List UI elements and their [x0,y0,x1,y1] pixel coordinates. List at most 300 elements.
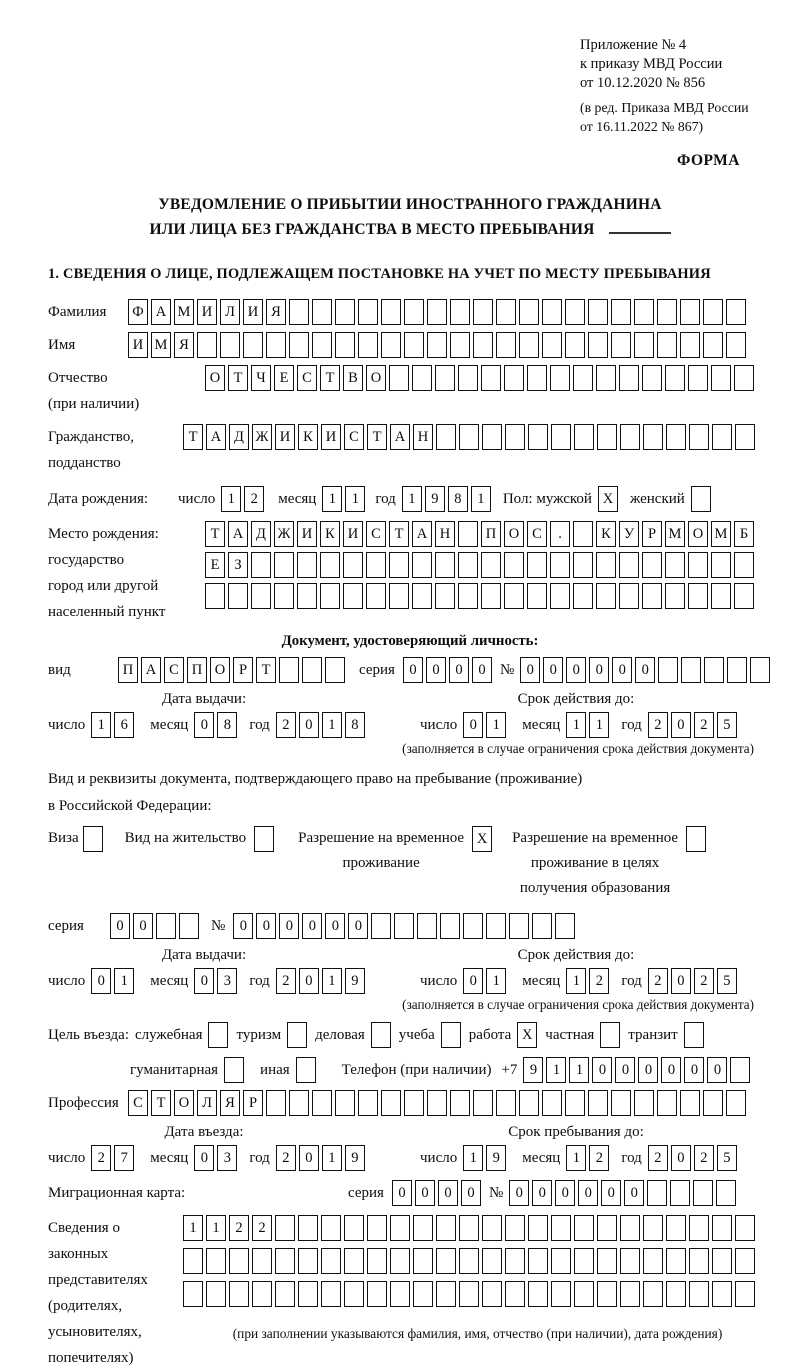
char-cell[interactable]: 0 [635,657,655,683]
char-cell[interactable]: П [481,521,501,547]
checkbox-residence-permit[interactable] [254,826,274,852]
char-cell[interactable] [573,552,593,578]
char-cell[interactable] [279,657,299,683]
char-cell[interactable]: 0 [671,712,691,738]
char-cell[interactable]: 2 [694,712,714,738]
char-cell[interactable]: 0 [302,913,322,939]
checkbox-temporary-residence[interactable]: X [472,826,492,852]
char-cell[interactable] [551,1215,571,1241]
char-cell[interactable]: 0 [509,1180,529,1206]
checkbox-transit[interactable] [684,1022,704,1048]
char-cell[interactable]: Я [174,332,194,358]
char-cell[interactable] [366,552,386,578]
char-cell[interactable] [689,424,709,450]
char-cell[interactable] [519,1090,539,1116]
char-cell[interactable]: 0 [461,1180,481,1206]
char-cell[interactable] [459,424,479,450]
char-cell[interactable]: Е [274,365,294,391]
char-cell[interactable] [596,365,616,391]
char-cell[interactable] [229,1281,249,1307]
char-cell[interactable] [712,1215,732,1241]
char-cell[interactable]: И [275,424,295,450]
char-cell[interactable]: А [228,521,248,547]
char-cell[interactable] [750,657,770,683]
char-cell[interactable]: Н [413,424,433,450]
char-cell[interactable] [519,332,539,358]
char-cell[interactable] [688,552,708,578]
char-cell[interactable] [680,332,700,358]
char-cell[interactable] [320,552,340,578]
char-cell[interactable] [711,552,731,578]
char-cell[interactable]: Е [205,552,225,578]
char-cell[interactable] [611,1090,631,1116]
char-cell[interactable] [206,1281,226,1307]
char-cell[interactable] [573,521,593,547]
char-cell[interactable] [643,1281,663,1307]
char-cell[interactable] [550,583,570,609]
char-cell[interactable] [367,1215,387,1241]
char-cell[interactable] [436,424,456,450]
char-cell[interactable] [197,332,217,358]
char-cell[interactable] [574,424,594,450]
char-cell[interactable] [367,1248,387,1274]
char-cell[interactable]: Т [205,521,225,547]
char-cell[interactable] [634,1090,654,1116]
char-cell[interactable]: 1 [486,712,506,738]
char-cell[interactable] [670,1180,690,1206]
char-cell[interactable]: 2 [694,968,714,994]
char-cell[interactable] [588,332,608,358]
char-cell[interactable] [703,332,723,358]
char-cell[interactable] [550,365,570,391]
char-cell[interactable]: С [366,521,386,547]
char-cell[interactable] [505,424,525,450]
char-cell[interactable]: 1 [322,486,342,512]
char-cell[interactable] [620,1281,640,1307]
char-cell[interactable] [321,1281,341,1307]
char-cell[interactable]: Р [233,657,253,683]
char-cell[interactable] [344,1215,364,1241]
char-cell[interactable]: 0 [707,1057,727,1083]
char-cell[interactable] [251,583,271,609]
char-cell[interactable] [458,583,478,609]
char-cell[interactable] [394,913,414,939]
char-cell[interactable]: 0 [555,1180,575,1206]
char-cell[interactable] [555,913,575,939]
char-cell[interactable] [427,1090,447,1116]
char-cell[interactable] [297,583,317,609]
char-cell[interactable] [458,365,478,391]
char-cell[interactable] [681,657,701,683]
char-cell[interactable] [404,1090,424,1116]
checkbox-sex-female[interactable] [691,486,711,512]
char-cell[interactable]: 0 [279,913,299,939]
char-cell[interactable]: М [174,299,194,325]
char-cell[interactable] [228,583,248,609]
char-cell[interactable] [726,299,746,325]
char-cell[interactable]: Т [151,1090,171,1116]
char-cell[interactable] [565,1090,585,1116]
char-cell[interactable] [704,657,724,683]
char-cell[interactable] [325,657,345,683]
char-cell[interactable] [551,424,571,450]
char-cell[interactable] [665,365,685,391]
char-cell[interactable] [358,1090,378,1116]
char-cell[interactable]: 1 [566,968,586,994]
char-cell[interactable]: Л [197,1090,217,1116]
char-cell[interactable] [504,365,524,391]
char-cell[interactable]: 0 [392,1180,412,1206]
char-cell[interactable] [183,1248,203,1274]
char-cell[interactable]: 0 [624,1180,644,1206]
char-cell[interactable]: 1 [206,1215,226,1241]
char-cell[interactable]: Р [642,521,662,547]
char-cell[interactable]: З [228,552,248,578]
char-cell[interactable] [528,424,548,450]
char-cell[interactable]: Ж [252,424,272,450]
char-cell[interactable]: 9 [486,1145,506,1171]
checkbox-business[interactable] [371,1022,391,1048]
char-cell[interactable] [666,1215,686,1241]
char-cell[interactable]: С [344,424,364,450]
char-cell[interactable] [712,424,732,450]
char-cell[interactable] [735,1215,755,1241]
char-cell[interactable] [726,332,746,358]
char-cell[interactable] [463,913,483,939]
char-cell[interactable] [179,913,199,939]
char-cell[interactable] [320,583,340,609]
char-cell[interactable]: 0 [463,712,483,738]
char-cell[interactable] [473,1090,493,1116]
char-cell[interactable]: . [550,521,570,547]
char-cell[interactable] [712,1281,732,1307]
char-cell[interactable] [367,1281,387,1307]
char-cell[interactable]: Я [220,1090,240,1116]
char-cell[interactable] [550,552,570,578]
char-cell[interactable] [298,1215,318,1241]
char-cell[interactable]: 1 [114,968,134,994]
char-cell[interactable] [634,299,654,325]
char-cell[interactable] [528,1248,548,1274]
char-cell[interactable] [658,657,678,683]
char-cell[interactable] [619,583,639,609]
char-cell[interactable]: О [210,657,230,683]
char-cell[interactable] [205,583,225,609]
char-cell[interactable] [482,1215,502,1241]
char-cell[interactable] [440,913,460,939]
char-cell[interactable] [496,332,516,358]
char-cell[interactable]: 2 [252,1215,272,1241]
char-cell[interactable]: 2 [648,968,668,994]
char-cell[interactable]: 1 [486,968,506,994]
char-cell[interactable]: 0 [194,712,214,738]
char-cell[interactable] [289,299,309,325]
char-cell[interactable]: О [174,1090,194,1116]
char-cell[interactable] [574,1248,594,1274]
char-cell[interactable] [532,913,552,939]
char-cell[interactable] [481,365,501,391]
char-cell[interactable] [183,1281,203,1307]
char-cell[interactable]: О [366,365,386,391]
char-cell[interactable]: 2 [229,1215,249,1241]
char-cell[interactable]: И [243,299,263,325]
char-cell[interactable]: 5 [717,968,737,994]
char-cell[interactable] [597,1248,617,1274]
char-cell[interactable]: 2 [91,1145,111,1171]
char-cell[interactable]: 0 [91,968,111,994]
char-cell[interactable] [496,299,516,325]
char-cell[interactable] [252,1281,272,1307]
char-cell[interactable]: 1 [322,1145,342,1171]
char-cell[interactable] [312,332,332,358]
char-cell[interactable] [404,299,424,325]
char-cell[interactable]: О [688,521,708,547]
char-cell[interactable] [229,1248,249,1274]
char-cell[interactable]: Т [367,424,387,450]
char-cell[interactable] [689,1215,709,1241]
char-cell[interactable] [404,332,424,358]
char-cell[interactable]: 9 [345,1145,365,1171]
checkbox-tourism[interactable] [287,1022,307,1048]
char-cell[interactable] [482,424,502,450]
char-cell[interactable] [427,332,447,358]
char-cell[interactable]: 0 [612,657,632,683]
char-cell[interactable] [735,424,755,450]
char-cell[interactable] [450,332,470,358]
char-cell[interactable]: Ч [251,365,271,391]
char-cell[interactable]: 9 [345,968,365,994]
char-cell[interactable]: 0 [348,913,368,939]
char-cell[interactable] [412,365,432,391]
char-cell[interactable] [435,365,455,391]
char-cell[interactable]: 0 [426,657,446,683]
char-cell[interactable] [436,1215,456,1241]
char-cell[interactable] [666,1248,686,1274]
char-cell[interactable]: А [412,521,432,547]
char-cell[interactable]: 1 [91,712,111,738]
char-cell[interactable] [657,1090,677,1116]
char-cell[interactable] [642,365,662,391]
char-cell[interactable]: 1 [322,968,342,994]
char-cell[interactable]: Т [320,365,340,391]
char-cell[interactable]: 2 [694,1145,714,1171]
char-cell[interactable] [657,332,677,358]
char-cell[interactable] [620,1248,640,1274]
char-cell[interactable] [321,1215,341,1241]
char-cell[interactable] [482,1281,502,1307]
char-cell[interactable]: 2 [589,1145,609,1171]
char-cell[interactable] [680,1090,700,1116]
char-cell[interactable]: 5 [717,1145,737,1171]
char-cell[interactable]: 9 [425,486,445,512]
char-cell[interactable] [302,657,322,683]
char-cell[interactable] [412,552,432,578]
char-cell[interactable]: В [343,365,363,391]
char-cell[interactable] [459,1215,479,1241]
char-cell[interactable] [413,1248,433,1274]
char-cell[interactable]: 0 [543,657,563,683]
char-cell[interactable] [596,583,616,609]
char-cell[interactable]: 0 [449,657,469,683]
char-cell[interactable]: П [187,657,207,683]
char-cell[interactable] [435,552,455,578]
char-cell[interactable]: И [297,521,317,547]
char-cell[interactable]: 3 [217,968,237,994]
char-cell[interactable] [473,299,493,325]
char-cell[interactable]: 1 [402,486,422,512]
char-cell[interactable] [734,583,754,609]
char-cell[interactable]: И [197,299,217,325]
char-cell[interactable] [505,1281,525,1307]
char-cell[interactable]: Л [220,299,240,325]
char-cell[interactable] [358,299,378,325]
char-cell[interactable] [574,1281,594,1307]
char-cell[interactable] [611,299,631,325]
char-cell[interactable] [389,365,409,391]
char-cell[interactable] [519,299,539,325]
char-cell[interactable] [266,1090,286,1116]
char-cell[interactable] [542,1090,562,1116]
char-cell[interactable] [726,1090,746,1116]
char-cell[interactable]: 0 [615,1057,635,1083]
char-cell[interactable]: 6 [114,712,134,738]
char-cell[interactable]: К [596,521,616,547]
char-cell[interactable] [389,583,409,609]
char-cell[interactable]: Р [243,1090,263,1116]
char-cell[interactable]: И [321,424,341,450]
checkbox-visa[interactable] [83,826,103,852]
char-cell[interactable]: 7 [114,1145,134,1171]
char-cell[interactable]: С [297,365,317,391]
char-cell[interactable]: 0 [532,1180,552,1206]
char-cell[interactable] [390,1248,410,1274]
char-cell[interactable] [312,299,332,325]
char-cell[interactable]: Д [229,424,249,450]
char-cell[interactable] [551,1281,571,1307]
char-cell[interactable] [565,299,585,325]
char-cell[interactable]: А [151,299,171,325]
char-cell[interactable]: С [164,657,184,683]
char-cell[interactable]: 2 [276,712,296,738]
char-cell[interactable] [275,1248,295,1274]
char-cell[interactable]: 0 [233,913,253,939]
char-cell[interactable]: 2 [276,968,296,994]
char-cell[interactable]: 1 [546,1057,566,1083]
char-cell[interactable]: Т [256,657,276,683]
char-cell[interactable] [298,1281,318,1307]
char-cell[interactable]: М [151,332,171,358]
char-cell[interactable] [505,1215,525,1241]
char-cell[interactable] [390,1215,410,1241]
char-cell[interactable] [436,1248,456,1274]
char-cell[interactable]: Ж [274,521,294,547]
char-cell[interactable] [312,1090,332,1116]
char-cell[interactable]: 0 [299,1145,319,1171]
char-cell[interactable] [528,1281,548,1307]
char-cell[interactable] [573,583,593,609]
char-cell[interactable]: 0 [671,1145,691,1171]
char-cell[interactable]: 2 [276,1145,296,1171]
char-cell[interactable] [274,552,294,578]
char-cell[interactable] [504,583,524,609]
char-cell[interactable]: 1 [566,1145,586,1171]
char-cell[interactable]: 0 [520,657,540,683]
char-cell[interactable] [711,583,731,609]
char-cell[interactable] [381,299,401,325]
char-cell[interactable]: 0 [661,1057,681,1083]
char-cell[interactable] [289,332,309,358]
char-cell[interactable]: М [665,521,685,547]
char-cell[interactable]: 1 [589,712,609,738]
char-cell[interactable] [619,365,639,391]
char-cell[interactable] [344,1281,364,1307]
char-cell[interactable] [689,1248,709,1274]
char-cell[interactable]: 0 [299,968,319,994]
char-cell[interactable]: К [320,521,340,547]
char-cell[interactable]: 0 [566,657,586,683]
char-cell[interactable] [486,913,506,939]
char-cell[interactable] [620,424,640,450]
char-cell[interactable] [643,424,663,450]
checkbox-work[interactable]: X [517,1022,537,1048]
char-cell[interactable]: 1 [322,712,342,738]
char-cell[interactable]: 2 [648,712,668,738]
char-cell[interactable]: К [298,424,318,450]
char-cell[interactable]: Д [251,521,271,547]
char-cell[interactable]: 0 [463,968,483,994]
char-cell[interactable] [597,1281,617,1307]
char-cell[interactable]: Б [734,521,754,547]
char-cell[interactable] [413,1281,433,1307]
char-cell[interactable] [647,1180,667,1206]
char-cell[interactable] [620,1215,640,1241]
char-cell[interactable]: О [504,521,524,547]
char-cell[interactable] [665,583,685,609]
char-cell[interactable] [389,552,409,578]
char-cell[interactable]: И [128,332,148,358]
char-cell[interactable] [481,583,501,609]
char-cell[interactable]: У [619,521,639,547]
char-cell[interactable] [527,583,547,609]
char-cell[interactable]: 5 [717,712,737,738]
char-cell[interactable]: Т [389,521,409,547]
char-cell[interactable]: 0 [601,1180,621,1206]
char-cell[interactable] [528,1215,548,1241]
char-cell[interactable]: 0 [325,913,345,939]
char-cell[interactable] [505,1248,525,1274]
char-cell[interactable]: 0 [578,1180,598,1206]
checkbox-private[interactable] [600,1022,620,1048]
char-cell[interactable] [588,1090,608,1116]
checkbox-study[interactable] [441,1022,461,1048]
char-cell[interactable]: Н [435,521,455,547]
char-cell[interactable] [381,1090,401,1116]
char-cell[interactable]: 1 [345,486,365,512]
char-cell[interactable]: А [206,424,226,450]
char-cell[interactable] [321,1248,341,1274]
char-cell[interactable] [712,1248,732,1274]
char-cell[interactable] [666,1281,686,1307]
char-cell[interactable] [689,1281,709,1307]
char-cell[interactable] [412,583,432,609]
char-cell[interactable]: 2 [589,968,609,994]
char-cell[interactable]: 0 [256,913,276,939]
char-cell[interactable] [727,657,747,683]
char-cell[interactable] [665,552,685,578]
char-cell[interactable] [343,583,363,609]
char-cell[interactable] [435,583,455,609]
char-cell[interactable] [275,1215,295,1241]
